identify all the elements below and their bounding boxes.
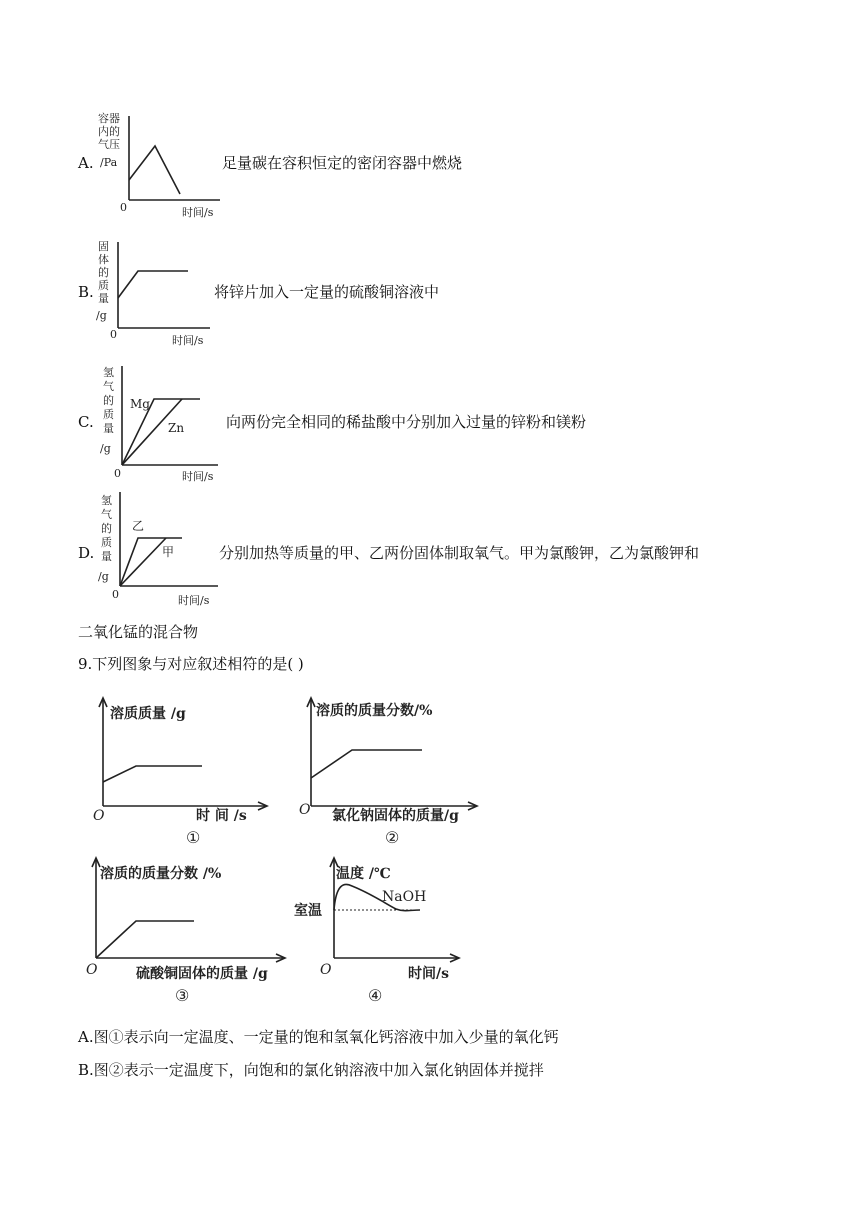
- graph-c-series-mg: Mg: [130, 397, 150, 411]
- option-c-desc: 向两份完全相同的稀盐酸中分别加入过量的锌粉和镁粉: [226, 413, 587, 431]
- fig3-origin: O: [86, 962, 98, 978]
- fig1-number: ①: [186, 828, 201, 846]
- graph-d-series-jia: 甲: [162, 545, 175, 559]
- fig4-room-temp-label: 室温: [294, 903, 322, 919]
- graph-b: [96, 238, 226, 348]
- fig2-xlabel: 氯化钠固体的质量/g: [332, 808, 459, 824]
- graph-c-ylabel-4: 量: [103, 422, 114, 435]
- option-letter: C.: [78, 413, 94, 431]
- fig1-curve: [103, 766, 202, 782]
- graph-a-curve: [129, 146, 180, 194]
- fig2-curve: [311, 750, 422, 778]
- q9-option-b: B.图②表示一定温度下，向饱和的氯化钠溶液中加入氯化钠固体并搅拌: [78, 1061, 544, 1079]
- q9-figure-2: [294, 694, 494, 846]
- graph-b-curve: [118, 271, 188, 298]
- graph-b-ylabel-4: 量: [98, 292, 109, 305]
- option-letter: A.: [78, 154, 94, 172]
- graph-a-origin: 0: [120, 201, 127, 214]
- graph-a: [98, 110, 228, 228]
- graph-b-origin: 0: [110, 328, 117, 341]
- fig4-origin: O: [320, 962, 332, 978]
- fig3-number: ③: [175, 986, 190, 1005]
- graph-d-series-yi: 乙: [132, 519, 145, 533]
- fig4-number: ④: [368, 986, 383, 1005]
- q9-figure-4: [292, 854, 472, 1006]
- graph-c-xlabel: 时间/s: [182, 470, 214, 483]
- fig2-ylabel: 溶质的质量分数/%: [316, 703, 433, 719]
- graph-c-series-zn: Zn: [168, 421, 185, 435]
- graph-c-ylabel-2: 的: [103, 394, 114, 407]
- fig2-origin: O: [299, 802, 311, 818]
- fig4-xlabel: 时间/s: [408, 966, 449, 982]
- graph-c: [96, 360, 226, 485]
- fig3-curve: [96, 921, 194, 958]
- graph-c-ylabel-0: 氢: [103, 366, 114, 379]
- graph-d-origin: 0: [112, 588, 119, 601]
- q9-figure-1: [86, 694, 286, 846]
- graph-a-ylabel-2: 气压: [98, 138, 120, 151]
- option-b-desc: 将锌片加入一定量的硫酸铜溶液中: [214, 283, 440, 301]
- fig1-ylabel: 溶质质量 /g: [110, 706, 186, 722]
- graph-b-ylabel-3: 质: [98, 279, 109, 292]
- graph-a-ylabel-1: 内的: [98, 125, 120, 138]
- graph-b-ylabel-1: 体: [98, 253, 109, 266]
- fig4-ylabel: 温度 /℃: [336, 866, 391, 882]
- graph-d-ylabel-5: /g: [98, 570, 109, 583]
- graph-d-ylabel-3: 质: [101, 536, 112, 549]
- graph-b-xlabel: 时间/s: [172, 334, 204, 347]
- graph-a-xlabel: 时间/s: [182, 206, 214, 219]
- graph-c-origin: 0: [114, 467, 121, 480]
- option-a-desc: 足量碳在容积恒定的密闭容器中燃烧: [222, 154, 463, 172]
- graph-b-ylabel-5: /g: [96, 309, 107, 322]
- graph-d-ylabel-0: 氢: [101, 494, 112, 507]
- graph-a-ylabel-0: 容器: [98, 112, 120, 125]
- fig2-number: ②: [385, 828, 400, 846]
- option-d-desc: 分别加热等质量的甲、乙两份固体制取氧气。甲为氯酸钾，乙为氯酸钾和: [219, 544, 700, 562]
- graph-c-ylabel-1: 气: [103, 380, 114, 393]
- option-letter: D.: [78, 544, 95, 562]
- graph-a-ylabel-3: /Pa: [100, 156, 118, 169]
- graph-d-ylabel-2: 的: [101, 522, 112, 535]
- graph-c-ylabel-3: 质: [103, 408, 114, 421]
- graph-d-ylabel-1: 气: [101, 508, 112, 521]
- option-letter: B.: [78, 283, 94, 301]
- graph-d-line-jia: [120, 538, 166, 586]
- fig4-series-label: NaOH: [382, 889, 427, 905]
- graph-d-xlabel: 时间/s: [178, 594, 210, 607]
- q9-option-a: A.图①表示向一定温度、一定量的饱和氢氧化钙溶液中加入少量的氧化钙: [78, 1028, 559, 1046]
- fig1-origin: O: [93, 808, 105, 824]
- option-d-continuation: 二氧化锰的混合物: [78, 623, 199, 641]
- graph-c-ylabel-5: /g: [100, 442, 111, 455]
- graph-b-ylabel-0: 固: [98, 240, 109, 253]
- q9-stem: 9.下列图象与对应叙述相符的是( ): [78, 655, 304, 673]
- graph-b-ylabel-2: 的: [98, 266, 109, 279]
- graph-d: [96, 488, 226, 610]
- fig3-xlabel: 硫酸铜固体的质量 /g: [136, 966, 268, 982]
- q9-figure-3: [80, 854, 290, 1006]
- fig3-ylabel: 溶质的质量分数 /%: [100, 866, 222, 882]
- graph-d-ylabel-4: 量: [101, 550, 112, 563]
- fig1-xlabel: 时 间 /s: [196, 808, 247, 824]
